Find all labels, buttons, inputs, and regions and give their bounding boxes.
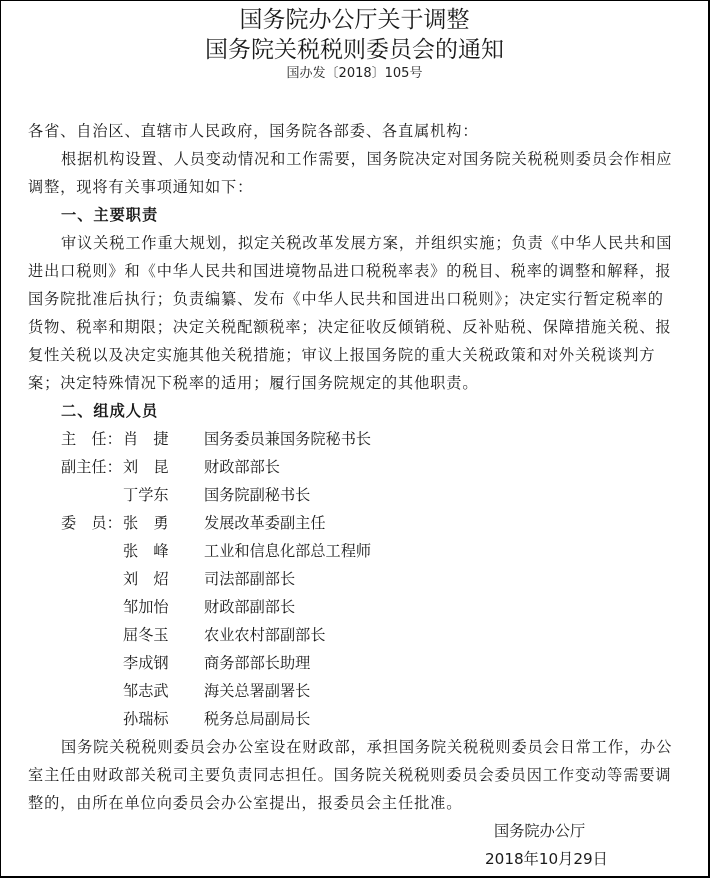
duties-line: 货物、税率和期限；决定关税配额税率；决定征收反倾销税、反补贴税、保障措施关税、报 bbox=[28, 318, 672, 336]
duties-line: 国务院批准后执行；负责编纂、发布《中华人民共和国进出口税则》；决定实行暂定税率的 bbox=[28, 290, 664, 308]
member-position: 财政部副部长 bbox=[204, 598, 296, 616]
duties-line: 进出口税则》和《中华人民共和国进境物品进口税税率表》的税目、税率的调整和解释，报 bbox=[28, 262, 672, 280]
member-role: 副主任： bbox=[61, 458, 122, 476]
member-position: 商务部部长助理 bbox=[204, 654, 311, 672]
member-position: 国务院副秘书长 bbox=[204, 486, 311, 504]
closing-line: 室主任由财政部关税司主要负责同志担任。国务院关税税则委员会委员因工作变动等需要调 bbox=[28, 766, 672, 784]
member-name: 孙瑞标 bbox=[123, 710, 169, 728]
member-position: 发展改革委副主任 bbox=[204, 514, 326, 532]
section-heading-duties: 一、主要职责 bbox=[61, 206, 159, 224]
closing-line: 整的，由所在单位向委员会办公室提出，报委员会主任批准。 bbox=[28, 794, 463, 812]
member-position: 工业和信息化部总工程师 bbox=[204, 542, 372, 560]
member-position: 国务委员兼国务院秘书长 bbox=[204, 430, 372, 448]
intro-line: 调整，现将有关事项通知如下： bbox=[28, 178, 254, 196]
duties-line: 复性关税以及决定实施其他关税措施；审议上报国务院的重大关税政策和对外关税谈判方 bbox=[28, 346, 656, 364]
title-line-1: 国务院办公厅关于调整 bbox=[239, 7, 470, 33]
member-position: 税务总局副局长 bbox=[204, 710, 311, 728]
duties-line: 审议关税工作重大规划，拟定关税改革发展方案，并组织实施；负责《中华人民共和国 bbox=[61, 234, 673, 252]
member-name: 刘 炤 bbox=[123, 570, 169, 588]
member-name: 邹加怡 bbox=[123, 598, 169, 616]
member-name: 邹志武 bbox=[123, 682, 169, 700]
section-heading-members: 二、组成人员 bbox=[61, 402, 159, 420]
member-name: 肖 捷 bbox=[123, 430, 169, 448]
member-position: 财政部部长 bbox=[204, 458, 280, 476]
member-position: 海关总署副署长 bbox=[204, 682, 311, 700]
member-name: 张 勇 bbox=[123, 514, 169, 532]
document-number: 国办发〔2018〕105号 bbox=[286, 66, 423, 81]
member-name: 李成钢 bbox=[123, 654, 169, 672]
closing-line: 国务院关税税则委员会办公室设在财政部，承担国务院关税税则委员会日常工作，办公 bbox=[61, 738, 673, 756]
salutation: 各省、自治区、直辖市人民政府，国务院各部委、各直属机构： bbox=[28, 122, 479, 140]
title-line-2: 国务院关税税则委员会的通知 bbox=[205, 37, 504, 63]
member-position: 农业农村部副部长 bbox=[204, 626, 326, 644]
issue-date: 2018年10月29日 bbox=[485, 850, 608, 868]
duties-line: 案；决定特殊情况下税率的适用；履行国务院规定的其他职责。 bbox=[28, 374, 479, 392]
member-name: 屈冬玉 bbox=[123, 626, 169, 644]
member-name: 刘 昆 bbox=[123, 458, 169, 476]
member-name: 张 峰 bbox=[123, 542, 169, 560]
member-role: 主 任： bbox=[61, 430, 122, 448]
signature: 国务院办公厅 bbox=[494, 822, 586, 840]
intro-line: 根据机构设置、人员变动情况和工作需要，国务院决定对国务院关税税则委员会作相应 bbox=[61, 150, 673, 168]
member-position: 司法部副部长 bbox=[204, 570, 296, 588]
member-name: 丁学东 bbox=[123, 486, 169, 504]
member-role: 委 员： bbox=[61, 514, 122, 532]
